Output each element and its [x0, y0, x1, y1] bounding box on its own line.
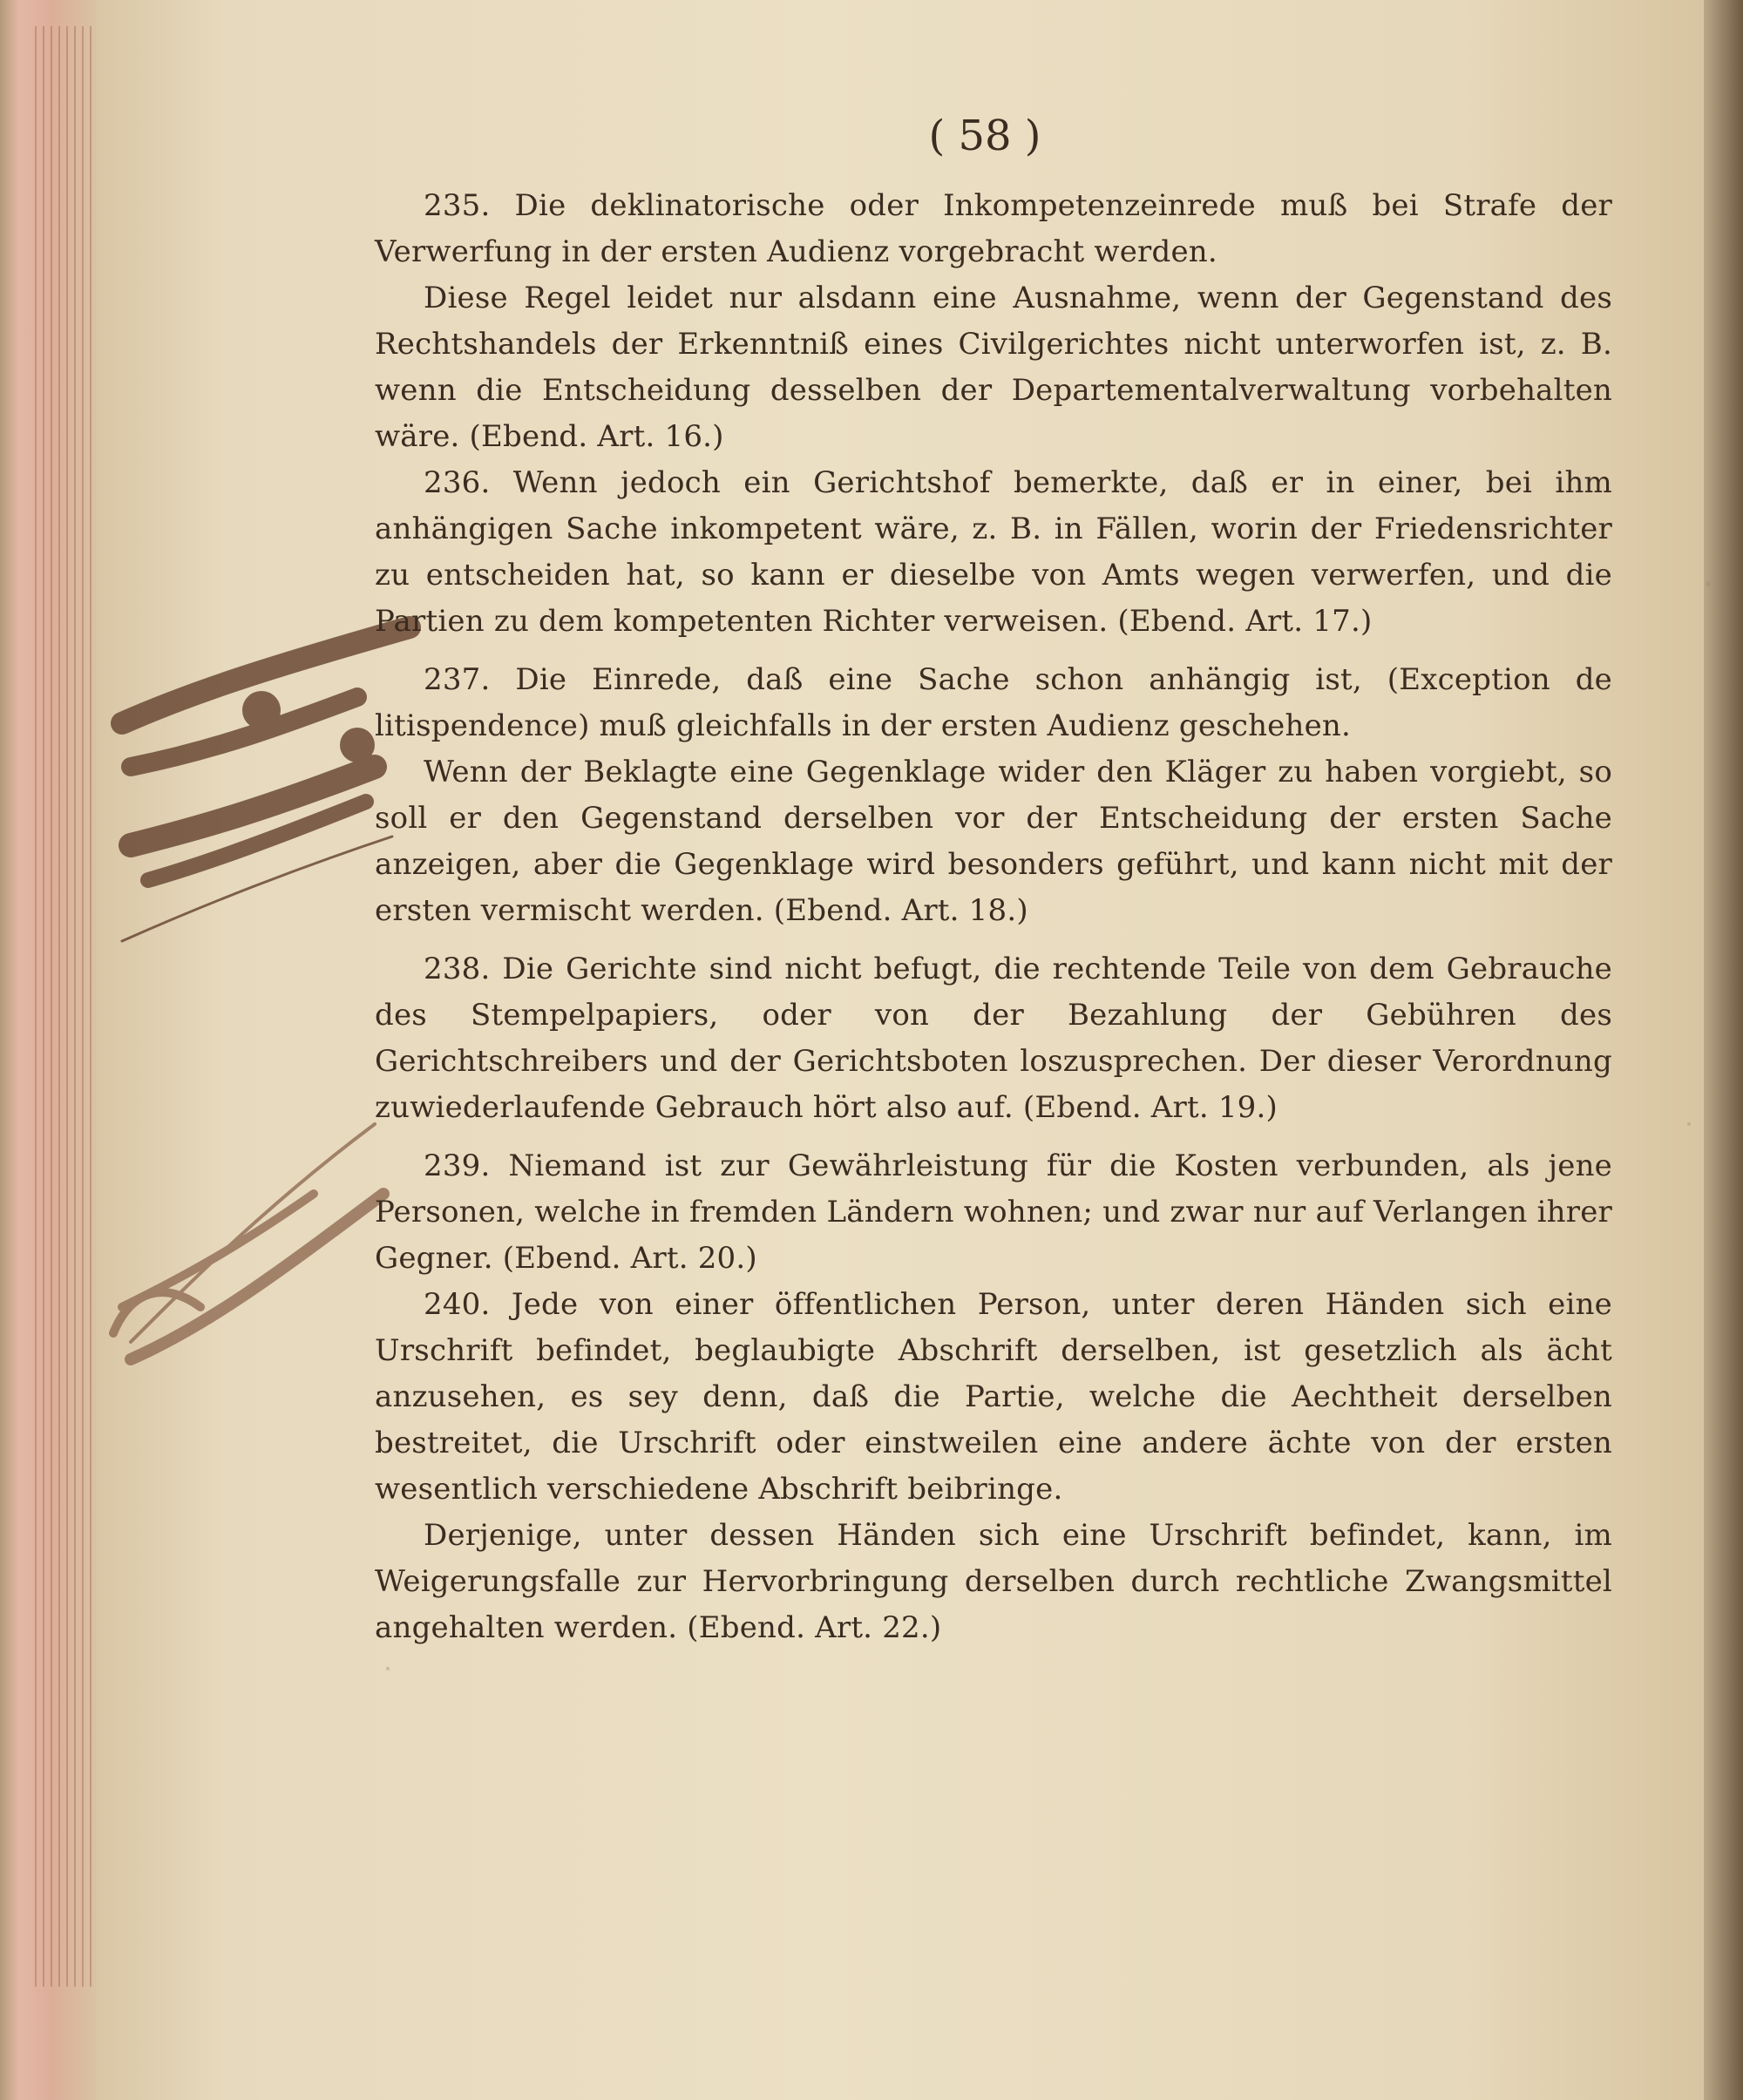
page-number: ( 58 )	[928, 112, 1041, 160]
paragraph-235-continued: Diese Regel leidet nur alsdann eine Ausnahme, wenn der Gegenstand des Rechtshandels der Erkenntniß eines Civilgerichtes nicht unterworfen ist, z. B. wenn die Entscheidung desselben der Departementalverwaltung vorbehalten wäre. (Ebend. Art. 16.)	[375, 281, 1612, 454]
paragraph-237: 237. Die Einrede, daß eine Sache schon anhängig ist, (Exception de litispendence) muß gleichfalls in der ersten Audienz geschehen.	[375, 662, 1612, 743]
paragraph-238: 238. Die Gerichte sind nicht befugt, die rechtende Teile von dem Gebrauche des Stempelpapiers, oder von der Bezahlung der Gebühren des Gerichtschreibers und der Gerichtsboten loszusprechen. Der dieser Verordnung zuwiederlaufende Gebrauch hört also auf. (Ebend. Art. 19.)	[375, 952, 1612, 1125]
paragraph-235: 235. Die deklinatorische oder Inkompetenzeinrede muß bei Strafe der Verwerfung in der ersten Audienz vorgebracht werden.	[375, 188, 1612, 269]
paragraph-239: 239. Niemand ist zur Gewährleistung für die Kosten verbunden, als jene Personen, welche in fremden Ländern wohnen; und zwar nur auf Verlangen ihrer Gegner. (Ebend. Art. 20.)	[375, 1148, 1612, 1276]
body-text	[375, 183, 1612, 1651]
paragraph-240-continued: Derjenige, unter dessen Händen sich eine Urschrift befindet, kann, im Weigerungsfalle zur Hervorbringung derselben durch rechtliche Zwangsmittel angehalten werden. (Ebend. Art. 22.)	[375, 1518, 1612, 1645]
margin-scribble-lower	[113, 1124, 383, 1359]
paragraph-236: 236. Wenn jedoch ein Gerichtshof bemerkte, daß er in einer, bei ihm anhängigen Sache inkompetent wäre, z. B. in Fällen, worin der Friedensrichter zu entscheiden hat, so kann er dieselbe von Amts wegen verwerfen, und die Partien zu dem kompetenten Richter verweisen. (Ebend. Art. 17.)	[375, 465, 1612, 639]
paragraph-237-continued: Wenn der Beklagte eine Gegenklage wider den Kläger zu haben vorgiebt, so soll er den Gegenstand derselben vor der Entscheidung der ersten Sache anzeigen, aber die Gegenklage wird besonders geführt, und kann nicht mit der ersten vermischt werden. (Ebend. Art. 18.)	[375, 755, 1612, 928]
paragraph-240: 240. Jede von einer öffentlichen Person, unter deren Händen sich eine Urschrift befindet, beglaubigte Abschrift derselben, ist gesetzlich als ächt anzusehen, es sey denn, daß die Partie, welche die Aechtheit derselben bestreitet, die Urschrift oder einstweilen eine andere ächte von der ersten wesentlich verschiedene Abschrift beibringe.	[375, 1287, 1612, 1507]
margin-scribble-upper	[122, 627, 410, 941]
